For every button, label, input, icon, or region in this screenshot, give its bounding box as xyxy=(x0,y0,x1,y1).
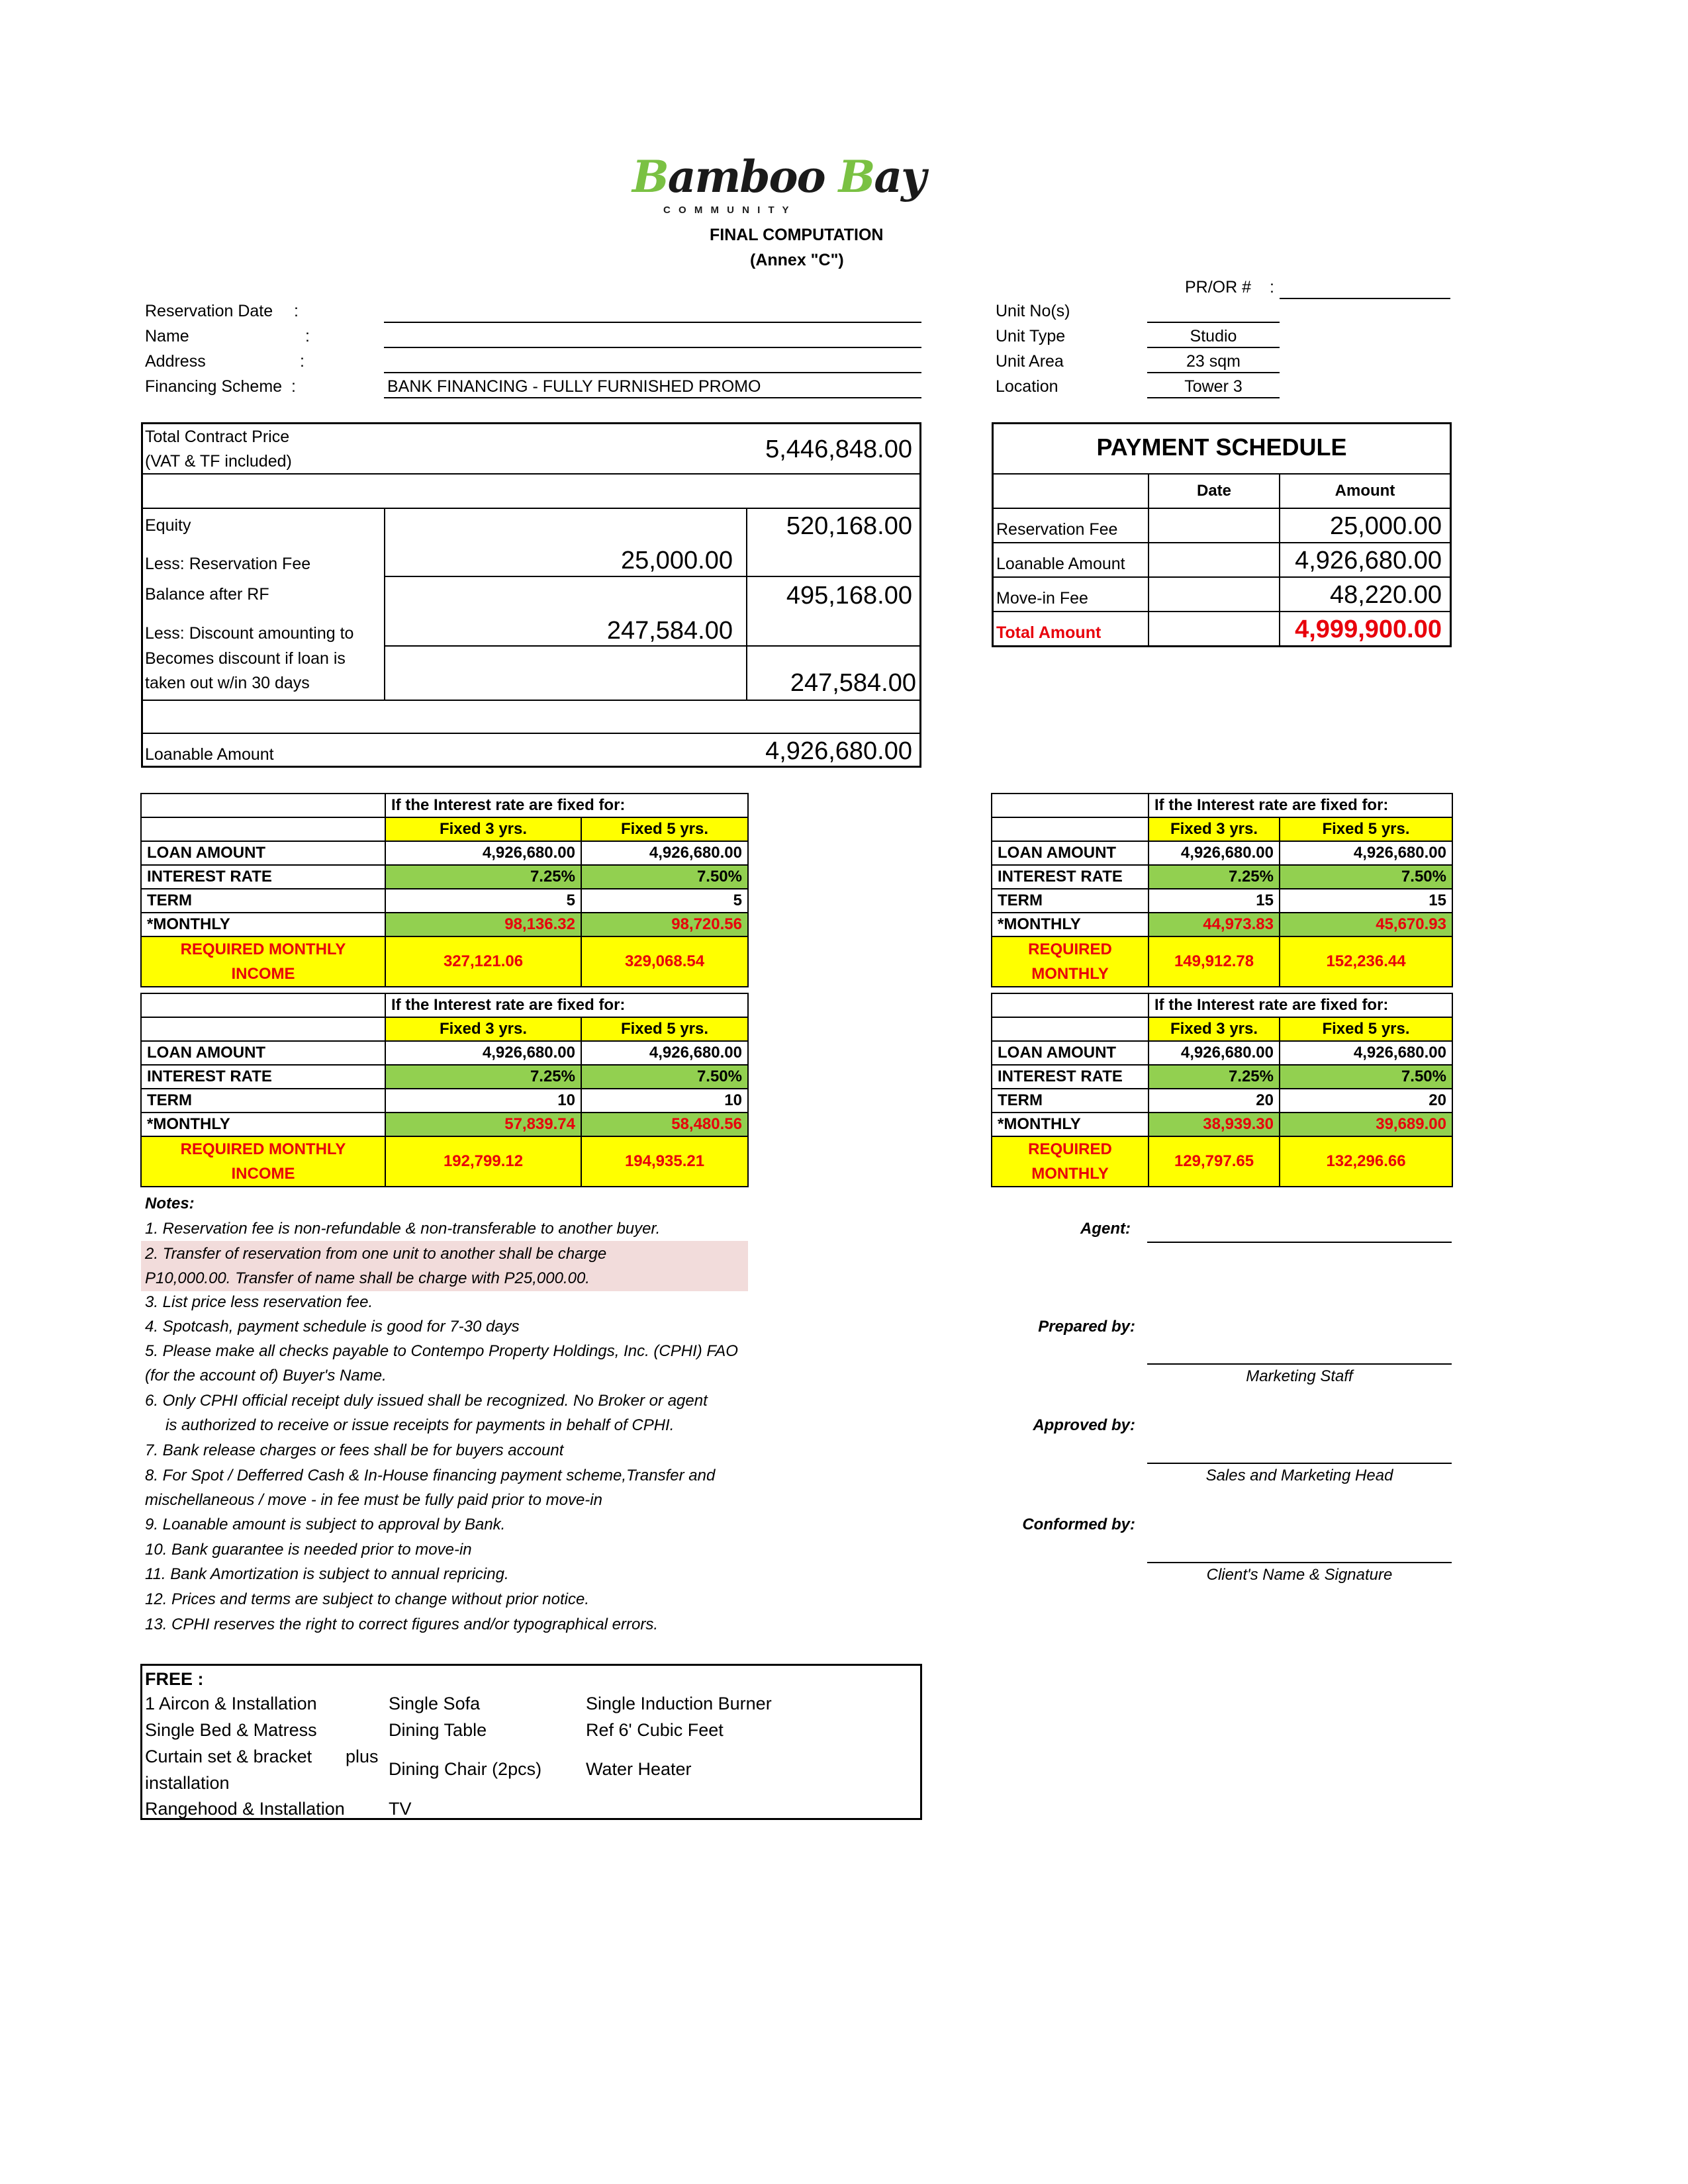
logo-wordmark: Bamboo Bay xyxy=(632,151,925,203)
income-3: 149,912.78 xyxy=(1149,936,1280,987)
income-5: 194,935.21 xyxy=(581,1136,748,1187)
location-label: Location xyxy=(996,377,1058,396)
required-income-label: REQUIRED MONTHLY INCOME xyxy=(141,936,385,987)
income-3: 192,799.12 xyxy=(385,1136,581,1187)
term-5: 15 xyxy=(1280,889,1452,913)
tcp-value: 5,446,848.00 xyxy=(765,435,912,463)
unit-no-label: Unit No(s) xyxy=(996,302,1070,320)
tcp-label: Total Contract Price xyxy=(145,428,290,446)
col-fixed-5: Fixed 5 yrs. xyxy=(581,817,748,841)
blank-cell xyxy=(141,817,385,841)
interest-rate-5: 7.50% xyxy=(581,1065,748,1089)
divider xyxy=(992,508,1452,509)
conformed-by-signature-line[interactable] xyxy=(1147,1562,1452,1563)
unit-type-value: Studio xyxy=(1190,327,1237,345)
prepared-by-role: Marketing Staff xyxy=(1246,1367,1353,1385)
location-underline xyxy=(1147,397,1280,398)
note-line: 7. Bank release charges or fees shall be for buyers account xyxy=(145,1441,564,1459)
schedule-label-move-in: Move-in Fee xyxy=(996,589,1088,608)
col-fixed-3: Fixed 3 yrs. xyxy=(385,817,581,841)
col-fixed-3: Fixed 3 yrs. xyxy=(1149,817,1280,841)
blank-cell xyxy=(992,993,1149,1017)
monthly-3: 44,973.83 xyxy=(1149,913,1280,936)
loan-table-5-years xyxy=(140,793,749,987)
schedule-amount-move-in: 48,220.00 xyxy=(1329,581,1442,609)
free-item: Single Sofa xyxy=(389,1694,481,1713)
unit-area-value: 23 sqm xyxy=(1186,352,1241,371)
unit-no-underline xyxy=(1147,322,1280,323)
free-item: TV xyxy=(389,1799,412,1819)
loan-table-10-years xyxy=(140,993,749,1187)
blank-cell xyxy=(992,1017,1149,1041)
free-item: 1 Aircon & Installation xyxy=(145,1694,317,1713)
date-header: Date xyxy=(1196,482,1232,500)
logo xyxy=(629,151,925,220)
pr-or-underline xyxy=(1280,298,1450,299)
blank-cell xyxy=(992,817,1149,841)
less-rf-label: Less: Reservation Fee xyxy=(145,555,311,573)
financing-colon: : xyxy=(291,377,296,396)
schedule-total-label: Total Amount xyxy=(996,623,1102,642)
interest-rate-label: INTEREST RATE xyxy=(992,865,1149,889)
interest-rate-5: 7.50% xyxy=(581,865,748,889)
free-item: Curtain set & bracket xyxy=(145,1747,312,1766)
approved-by-signature-line[interactable] xyxy=(1147,1463,1452,1464)
loan-table-20-years xyxy=(991,993,1453,1187)
term-3: 20 xyxy=(1149,1089,1280,1113)
notes-title: Notes: xyxy=(145,1195,195,1212)
interest-rate-3: 7.25% xyxy=(385,865,581,889)
payment-schedule-title: PAYMENT SCHEDULE xyxy=(1096,433,1347,461)
monthly-label: *MONTHLY xyxy=(141,913,385,936)
tcp-label-2: (VAT & TF included) xyxy=(145,452,292,471)
free-item: Ref 6' Cubic Feet xyxy=(586,1720,724,1740)
loan-amount-5: 4,926,680.00 xyxy=(581,1041,748,1065)
loan-amount-3: 4,926,680.00 xyxy=(1149,841,1280,865)
income-5: 132,296.66 xyxy=(1280,1136,1452,1187)
col-fixed-5: Fixed 5 yrs. xyxy=(1280,817,1452,841)
blank-cell xyxy=(992,794,1149,817)
term-label: TERM xyxy=(992,889,1149,913)
loan-amount-label: LOAN AMOUNT xyxy=(141,841,385,865)
note-line: is authorized to receive or issue receipts for payments in behalf of CPHI. xyxy=(165,1416,675,1434)
divider xyxy=(1279,473,1280,647)
logo-subtitle: C O M M U N I T Y xyxy=(663,205,792,216)
term-5: 10 xyxy=(581,1089,748,1113)
divider xyxy=(384,576,921,577)
monthly-5: 58,480.56 xyxy=(581,1113,748,1136)
loan-amount-5: 4,926,680.00 xyxy=(581,841,748,865)
note-line: (for the account of) Buyer's Name. xyxy=(145,1367,387,1385)
address-label: Address xyxy=(145,352,206,371)
balance-value: 495,168.00 xyxy=(786,582,912,610)
schedule-amount-loanable: 4,926,680.00 xyxy=(1295,547,1442,574)
agent-label: Agent: xyxy=(1080,1220,1131,1238)
note-line: 6. Only CPHI official receipt duly issued shall be recognized. No Broker or agent xyxy=(145,1392,708,1410)
free-item: Dining Chair (2pcs) xyxy=(389,1759,542,1779)
schedule-total-amount: 4,999,900.00 xyxy=(1295,615,1442,643)
agent-signature-line[interactable] xyxy=(1147,1242,1452,1243)
col-fixed-5: Fixed 5 yrs. xyxy=(1280,1017,1452,1041)
location-value: Tower 3 xyxy=(1184,377,1243,396)
pr-or-label: PR/OR # xyxy=(1185,278,1252,296)
divider xyxy=(141,733,921,734)
blank-cell xyxy=(141,1017,385,1041)
blank-cell xyxy=(141,993,385,1017)
loan-amount-label: LOAN AMOUNT xyxy=(141,1041,385,1065)
interest-rate-5: 7.50% xyxy=(1280,865,1452,889)
financing-underline xyxy=(384,397,921,398)
interest-rate-5: 7.50% xyxy=(1280,1065,1452,1089)
col-fixed-3: Fixed 3 yrs. xyxy=(385,1017,581,1041)
loan-amount-5: 4,926,680.00 xyxy=(1280,1041,1452,1065)
term-5: 5 xyxy=(581,889,748,913)
note-line: 13. CPHI reserves the right to correct figures and/or typographical errors. xyxy=(145,1615,659,1633)
name-label: Name xyxy=(145,327,189,345)
divider xyxy=(746,508,747,701)
term-label: TERM xyxy=(141,889,385,913)
required-income-label: REQUIRED MONTHLY xyxy=(992,936,1149,987)
note-line: 9. Loanable amount is subject to approval by Bank. xyxy=(145,1516,506,1533)
term-label: TERM xyxy=(141,1089,385,1113)
income-3: 129,797.65 xyxy=(1149,1136,1280,1187)
blank-cell xyxy=(141,794,385,817)
free-items-box xyxy=(140,1664,922,1820)
interest-rate-label: INTEREST RATE xyxy=(141,865,385,889)
monthly-3: 98,136.32 xyxy=(385,913,581,936)
conformed-by-role: Client's Name & Signature xyxy=(1206,1566,1393,1584)
schedule-amount-reservation: 25,000.00 xyxy=(1329,512,1442,540)
income-3: 327,121.06 xyxy=(385,936,581,987)
divider xyxy=(384,508,385,701)
loan-amount-3: 4,926,680.00 xyxy=(1149,1041,1280,1065)
divider xyxy=(992,576,1452,578)
less-rf-value: 25,000.00 xyxy=(620,547,733,574)
term-5: 20 xyxy=(1280,1089,1452,1113)
fixed-header: If the Interest rate are fixed for: xyxy=(385,993,748,1017)
schedule-label-loanable: Loanable Amount xyxy=(996,555,1125,573)
monthly-label: *MONTHLY xyxy=(141,1113,385,1136)
divider xyxy=(141,700,921,701)
less-discount-label: Less: Discount amounting to xyxy=(145,624,354,643)
financing-label: Financing Scheme xyxy=(145,377,283,396)
conformed-by-label: Conformed by: xyxy=(1022,1516,1135,1533)
divider xyxy=(141,473,921,475)
note-line: 1. Reservation fee is non-refundable & non-transferable to another buyer. xyxy=(145,1220,661,1238)
note-line: mischellaneous / move - in fee must be fully paid prior to move-in xyxy=(145,1491,602,1509)
approved-by-label: Approved by: xyxy=(1033,1416,1135,1434)
unit-type-label: Unit Type xyxy=(996,327,1066,345)
loan-amount-label: LOAN AMOUNT xyxy=(992,841,1149,865)
loan-amount-3: 4,926,680.00 xyxy=(385,1041,581,1065)
page-subtitle: (Annex "C") xyxy=(750,251,844,269)
reservation-date-colon: : xyxy=(294,302,299,320)
loan-amount-3: 4,926,680.00 xyxy=(385,841,581,865)
becomes-discount-label: Becomes discount if loan is xyxy=(145,649,346,668)
pr-or-colon: : xyxy=(1270,278,1274,296)
free-item: Dining Table xyxy=(389,1720,487,1740)
monthly-label: *MONTHLY xyxy=(992,1113,1149,1136)
monthly-5: 98,720.56 xyxy=(581,913,748,936)
loanable-value: 4,926,680.00 xyxy=(765,737,912,765)
free-item: installation xyxy=(145,1773,230,1793)
divider xyxy=(992,473,1452,475)
financing-field[interactable]: BANK FINANCING - FULLY FURNISHED PROMO xyxy=(387,377,761,396)
interest-rate-label: INTEREST RATE xyxy=(141,1065,385,1089)
note-line: 2. Transfer of reservation from one unit to another shall be charge xyxy=(145,1245,607,1263)
becomes-discount-label-2: taken out w/in 30 days xyxy=(145,674,310,692)
required-income-label: REQUIRED MONTHLY xyxy=(992,1136,1149,1187)
divider xyxy=(141,508,921,509)
monthly-3: 57,839.74 xyxy=(385,1113,581,1136)
free-item: Single Induction Burner xyxy=(586,1694,772,1713)
fixed-header: If the Interest rate are fixed for: xyxy=(1149,993,1452,1017)
term-3: 5 xyxy=(385,889,581,913)
divider xyxy=(1148,473,1149,647)
income-5: 152,236.44 xyxy=(1280,936,1452,987)
reservation-date-label: Reservation Date xyxy=(145,302,273,320)
name-underline xyxy=(384,347,921,348)
note-line: 11. Bank Amortization is subject to annual repricing. xyxy=(145,1565,509,1583)
interest-rate-3: 7.25% xyxy=(1149,1065,1280,1089)
free-title: FREE : xyxy=(145,1669,204,1689)
term-3: 10 xyxy=(385,1089,581,1113)
fixed-header: If the Interest rate are fixed for: xyxy=(1149,794,1452,817)
unit-type-underline xyxy=(1147,347,1280,348)
note-line: 8. For Spot / Defferred Cash & In-House financing payment scheme,Transfer and xyxy=(145,1467,716,1484)
note-line: 12. Prices and terms are subject to change without prior notice. xyxy=(145,1590,590,1608)
amount-header: Amount xyxy=(1335,482,1395,500)
approved-by-role: Sales and Marketing Head xyxy=(1205,1467,1393,1484)
monthly-5: 45,670.93 xyxy=(1280,913,1452,936)
note-line: 4. Spotcash, payment schedule is good for 7-30 days xyxy=(145,1318,520,1336)
prepared-by-signature-line[interactable] xyxy=(1147,1363,1452,1365)
term-label: TERM xyxy=(992,1089,1149,1113)
col-fixed-3: Fixed 3 yrs. xyxy=(1149,1017,1280,1041)
note-line: 5. Please make all checks payable to Contempo Property Holdings, Inc. (CPHI) FAO xyxy=(145,1342,738,1360)
required-income-label: REQUIRED MONTHLY INCOME xyxy=(141,1136,385,1187)
fixed-header: If the Interest rate are fixed for: xyxy=(385,794,748,817)
free-item: Water Heater xyxy=(586,1759,692,1779)
schedule-label-reservation: Reservation Fee xyxy=(996,520,1118,539)
page-title: FINAL COMPUTATION xyxy=(710,226,884,244)
monthly-3: 38,939.30 xyxy=(1149,1113,1280,1136)
divider xyxy=(384,645,921,647)
divider xyxy=(992,542,1452,543)
col-fixed-5: Fixed 5 yrs. xyxy=(581,1017,748,1041)
note-line: 3. List price less reservation fee. xyxy=(145,1293,373,1311)
unit-area-underline xyxy=(1147,372,1280,373)
less-discount-value: 247,584.00 xyxy=(606,617,733,645)
address-colon: : xyxy=(300,352,305,371)
prepared-by-label: Prepared by: xyxy=(1038,1318,1135,1336)
unit-area-label: Unit Area xyxy=(996,352,1064,371)
income-5: 329,068.54 xyxy=(581,936,748,987)
interest-rate-label: INTEREST RATE xyxy=(992,1065,1149,1089)
reservation-date-underline xyxy=(384,322,921,323)
loanable-label: Loanable Amount xyxy=(145,745,274,764)
note-line: 10. Bank guarantee is needed prior to move-in xyxy=(145,1541,472,1559)
balance-label: Balance after RF xyxy=(145,585,269,604)
equity-value: 520,168.00 xyxy=(786,512,912,540)
term-3: 15 xyxy=(1149,889,1280,913)
monthly-label: *MONTHLY xyxy=(992,913,1149,936)
free-item-plus: plus xyxy=(346,1747,379,1766)
loan-amount-5: 4,926,680.00 xyxy=(1280,841,1452,865)
divider xyxy=(992,611,1452,612)
becomes-discount-value: 247,584.00 xyxy=(790,669,916,697)
free-item: Rangehood & Installation xyxy=(145,1799,345,1819)
address-underline xyxy=(384,372,921,373)
free-item: Single Bed & Matress xyxy=(145,1720,317,1740)
loan-table-15-years xyxy=(991,793,1453,987)
interest-rate-3: 7.25% xyxy=(1149,865,1280,889)
note-line: P10,000.00. Transfer of name shall be charge with P25,000.00. xyxy=(145,1269,590,1287)
monthly-5: 39,689.00 xyxy=(1280,1113,1452,1136)
loan-amount-label: LOAN AMOUNT xyxy=(992,1041,1149,1065)
interest-rate-3: 7.25% xyxy=(385,1065,581,1089)
equity-label: Equity xyxy=(145,516,191,535)
name-colon: : xyxy=(305,327,310,345)
